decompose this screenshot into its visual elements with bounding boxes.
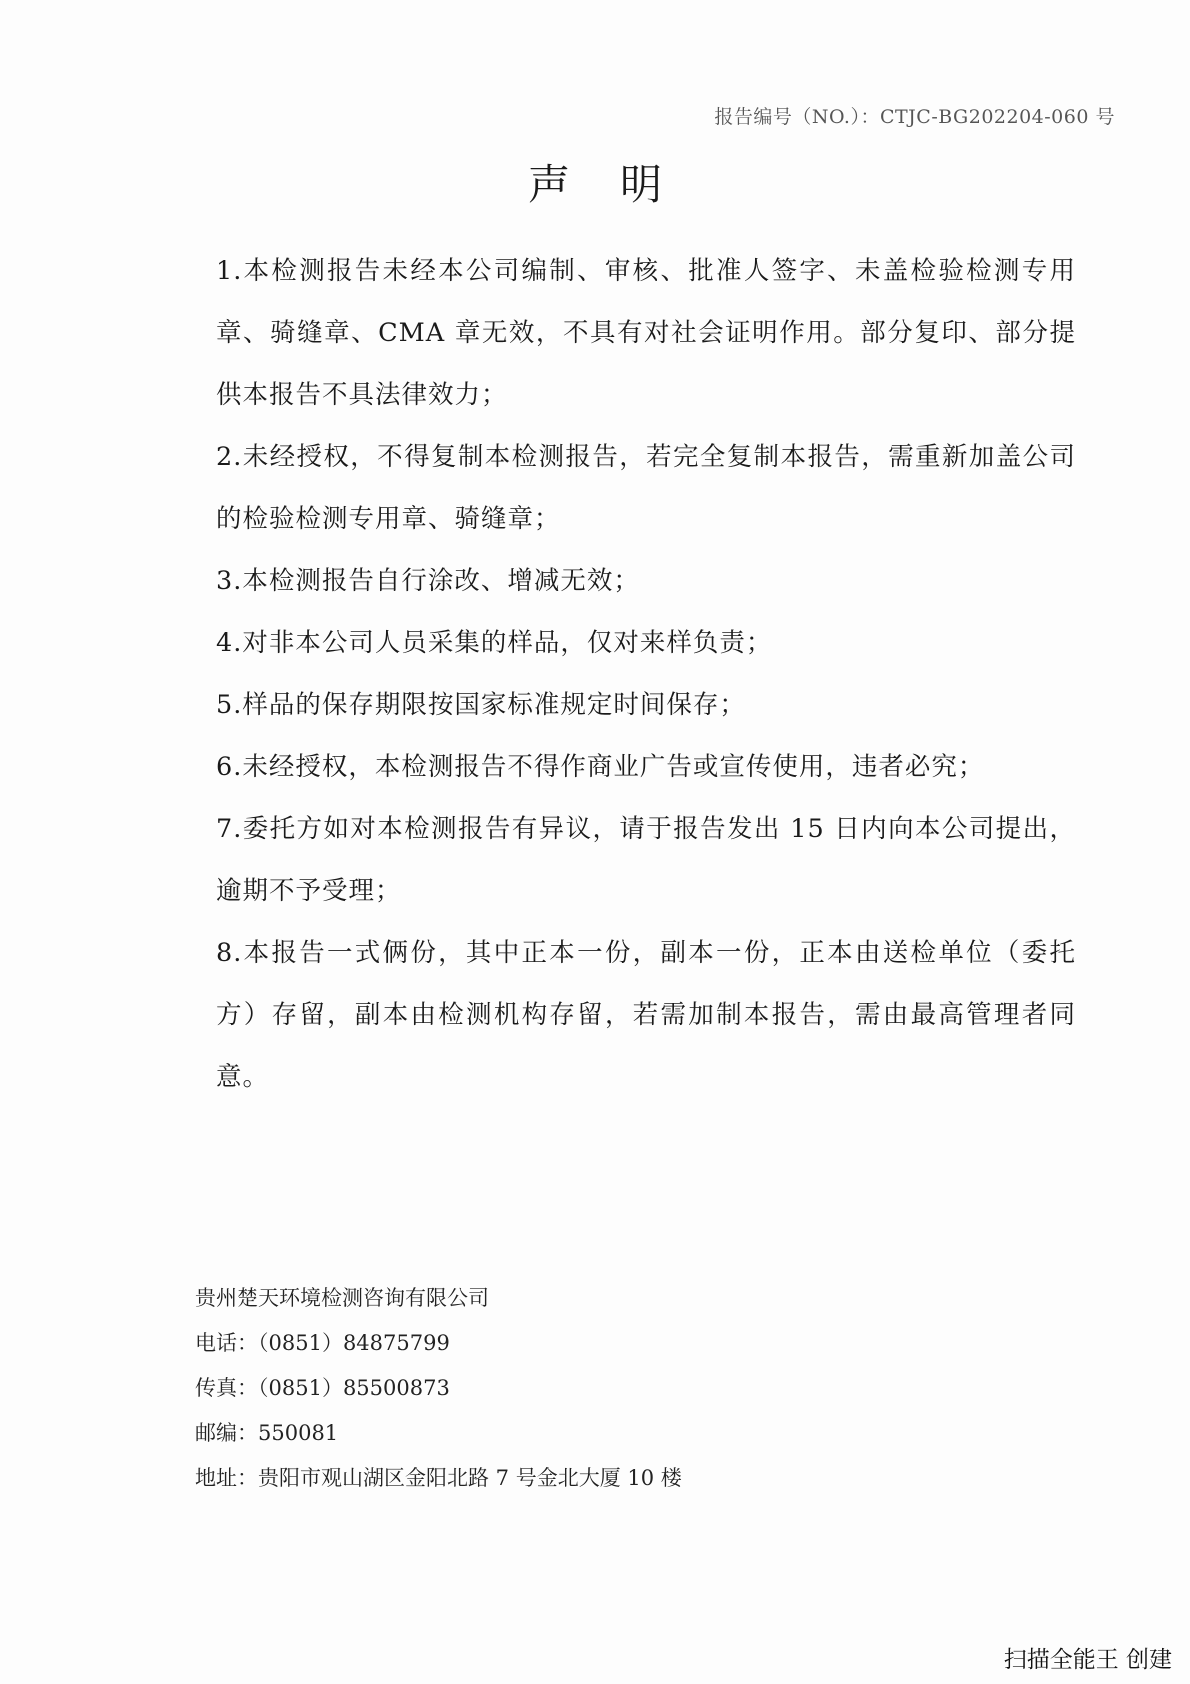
- clause-item: 6.未经授权，本检测报告不得作商业广告或宣传使用，违者必究；: [216, 752, 985, 782]
- clause-item: 3.本检测报告自行涂改、增减无效；: [216, 566, 640, 596]
- company-info: [195, 1276, 895, 1501]
- company-name: 贵州楚天环境检测咨询有限公司: [195, 1286, 489, 1310]
- clause-item: 8.本报告一式俩份，其中正本一份，副本一份，正本由送检单位（委托方）存留，副本由检测机构存留，若需加制本报告，需由最高管理者同意。: [216, 938, 1076, 1092]
- clause-item: 7.委托方如对本检测报告有异议，请于报告发出 15 日内向本公司提出，逾期不予受理；: [216, 814, 1076, 906]
- scanner-watermark: 扫描全能王 创建: [1003, 1647, 1172, 1673]
- clause-item: 4.对非本公司人员采集的样品，仅对来样负责；: [216, 628, 773, 658]
- clause-list: [216, 240, 1076, 1108]
- report-number: 报告编号（NO.）：CTJC-BG202204-060 号: [714, 106, 1115, 128]
- clause-item: 5.样品的保存期限按国家标准规定时间保存；: [216, 690, 746, 720]
- company-postcode: 邮编：550081: [195, 1421, 339, 1445]
- clause-item: 1.本检测报告未经本公司编制、审核、批准人签字、未盖检验检测专用章、骑缝章、CMA 章无效，不具有对社会证明作用。部分复印、部分提供本报告不具法律效力；: [216, 256, 1076, 410]
- company-phone: 电话：（0851）84875799: [195, 1331, 450, 1355]
- company-address: 地址：贵阳市观山湖区金阳北路 7 号金北大厦 10 楼: [195, 1466, 682, 1490]
- clause-item: 2.未经授权，不得复制本检测报告，若完全复制本报告，需重新加盖公司的检验检测专用章、骑缝章；: [216, 442, 1076, 534]
- page-title: 声明: [527, 160, 712, 209]
- company-fax: 传真：（0851）85500873: [195, 1376, 450, 1400]
